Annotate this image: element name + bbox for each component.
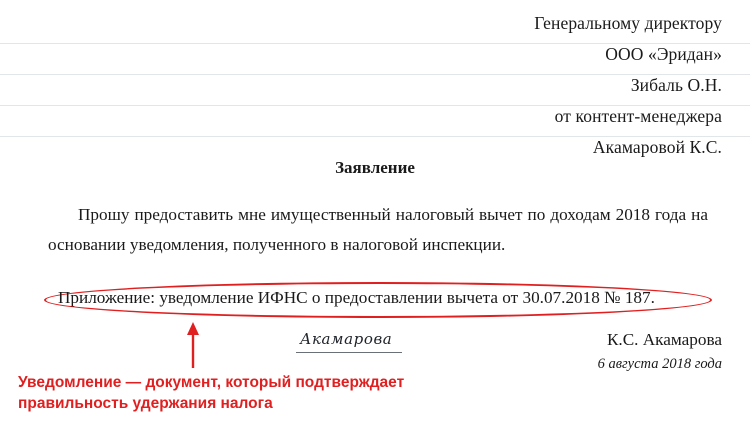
signature-date: 6 августа 2018 года <box>597 356 722 372</box>
signature-printed-name: К.С. Акамарова <box>606 330 722 349</box>
header-line-director-name: Зибаль О.Н. <box>630 75 722 95</box>
header-line-applicant-name: Акамаровой К.С. <box>592 137 722 157</box>
signature-block <box>598 328 722 376</box>
header-line-addressee-title: Генеральному директору <box>534 13 722 33</box>
attachment-highlight-group <box>44 282 712 318</box>
document-header-block <box>534 8 722 163</box>
header-line-applicant-position: от контент-менеджера <box>554 106 722 126</box>
up-arrow-icon <box>186 322 200 368</box>
document-title: Заявление <box>335 158 415 177</box>
annotation-note-line-1: Уведомление — документ, который подтверждает <box>18 374 405 391</box>
handwritten-signature: Акамарова <box>300 330 393 348</box>
header-line-company: ООО «Эридан» <box>605 44 722 64</box>
document-body <box>48 200 708 260</box>
annotation-note <box>18 372 488 414</box>
body-paragraph-text: Прошу предоставить мне имущественный налоговый вычет по доходам 2018 года на основании уведомления, полученного в налоговой инспекции. <box>48 205 708 254</box>
attachment-line: Приложение: уведомление ИФНС о предоставлении вычета от 30.07.2018 № 187. <box>58 288 655 307</box>
signature-underline <box>296 352 402 353</box>
annotation-note-line-2: правильность удержания налога <box>18 395 273 412</box>
